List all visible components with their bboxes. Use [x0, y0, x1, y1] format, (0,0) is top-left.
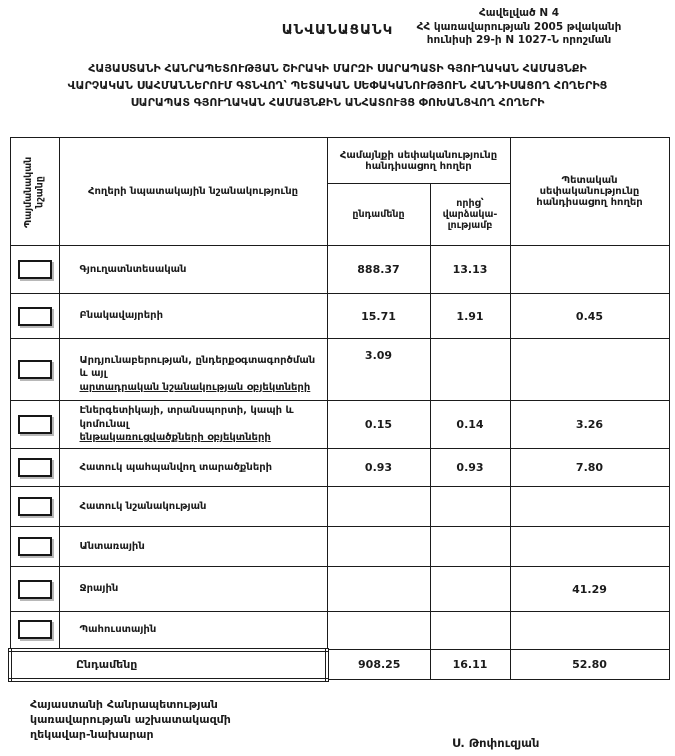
document-title: [0, 60, 675, 111]
legend-symbol: [18, 580, 52, 599]
signature-name: Ս. Թոփուզյան: [452, 736, 540, 750]
symbol-cell: [10, 527, 59, 567]
community-leased-cell: [430, 612, 510, 650]
community-total-cell: 15.71: [327, 294, 430, 339]
header-community-total-cell: ընդամենը: [327, 184, 430, 246]
symbol-cell: [10, 339, 59, 401]
table-row: [10, 527, 669, 567]
legend-symbol: [18, 458, 52, 477]
community-total-cell: [327, 567, 430, 612]
appendix-line: ՀՀ կառավարության 2005 թվականի: [416, 20, 622, 33]
title-line: ՎԱՐՉԱԿԱՆ ՍԱՀՄԱՆՆԵՐՈՒՄ ԳՏՆՎՈՂ՝ ՊԵՏԱԿԱՆ ՍԵՓԱԿԱՆՈՒԹՅՈՒՆ ՀԱՆԴԻՍԱՑՈՂ ՀՈՂԵՐԻՑ: [67, 79, 608, 93]
table-row: [10, 246, 669, 294]
community-total-cell: [327, 612, 430, 650]
community-leased-cell: 1.91: [430, 294, 510, 339]
community-leased-cell: [430, 527, 510, 567]
purpose-text: Արդյունաբերության, ընդերքօգտագործման և այլ: [79, 354, 316, 379]
community-total-cell: [327, 487, 430, 527]
community-leased-cell: 13.13: [430, 246, 510, 294]
purpose-cell: Ջրային: [59, 567, 327, 612]
doc-type-title: ԱՆՎԱՆԱՑԱՆԿ: [281, 22, 394, 38]
total-state-land-cell: 52.80: [510, 650, 669, 680]
purpose-text-underlined: ենթակառուցվածքների օբյեկտների: [79, 432, 271, 444]
footer-signatory: [30, 698, 231, 743]
appendix-line: Հավելված N 4: [478, 7, 560, 19]
legend-symbol: [18, 360, 52, 379]
purpose-cell: Գյուղատնտեսական: [59, 246, 327, 294]
state-land-cell: [510, 612, 669, 650]
symbol-cell: [10, 401, 59, 449]
state-land-cell: [510, 527, 669, 567]
community-total-cell: 888.37: [327, 246, 430, 294]
title-line: ՍԱՐԱՊԱՏ ԳՅՈՒՂԱԿԱՆ ՀԱՄԱՅՆՔԻՆ ԱՆՀԱՏՈՒՅՑ ՓՈԽԱՆՑՎՈՂ ՀՈՂԵՐԻ: [130, 96, 545, 110]
symbol-cell: [10, 246, 59, 294]
signatory-line: ղեկավար-նախարար: [30, 727, 154, 741]
appendix-block: [369, 7, 669, 48]
community-leased-cell: [430, 487, 510, 527]
purpose-cell: [59, 339, 327, 401]
state-land-cell: [510, 339, 669, 401]
header-community-leased-cell: որից՝ վարձակա-լությամբ: [430, 184, 510, 246]
purpose-cell: Պահուստային: [59, 612, 327, 650]
state-land-cell: 3.26: [510, 401, 669, 449]
symbol-cell: [10, 487, 59, 527]
purpose-cell: Անտառային: [59, 527, 327, 567]
community-leased-cell: 0.14: [430, 401, 510, 449]
legend-symbol: [18, 260, 52, 279]
total-row: [10, 650, 669, 680]
legend-symbol: [18, 537, 52, 556]
table-row: [10, 339, 669, 401]
table-row: [10, 567, 669, 612]
symbol-cell: [10, 612, 59, 650]
table-row: [10, 294, 669, 339]
community-leased-cell: [430, 567, 510, 612]
header-community-group-cell: Համայնքի սեփականությունը հանդիսացող հողեր: [327, 138, 510, 184]
purpose-cell: Բնակավայրերի: [59, 294, 327, 339]
community-total-cell: [327, 527, 430, 567]
table-row: [10, 401, 669, 449]
table-row: [10, 612, 669, 650]
land-table: [8, 137, 670, 682]
title-line: ՀԱՅԱՍՏԱՆԻ ՀԱՆՐԱՊԵՏՈՒԹՅԱՆ ՇԻՐԱԿԻ ՄԱՐԶԻ ՍԱՐԱՊԱՏԻ ԳՅՈՒՂԱԿԱՆ ՀԱՄԱՅՆՔԻ: [88, 62, 587, 75]
header-symbol-label: Պայմանական նշանը: [23, 155, 46, 228]
legend-symbol: [18, 307, 52, 326]
total-label-cell: Ընդամենը: [10, 650, 327, 680]
appendix-line: հունիսի 29-ի N 1027-Ն որոշման: [426, 34, 612, 47]
community-leased-cell: [430, 339, 510, 401]
signatory-line: Հայաստանի Հանրապետության: [30, 698, 218, 711]
purpose-text-underlined: արտադրական նշանակության օբյեկտների: [79, 381, 311, 393]
total-community-leased-cell: 16.11: [430, 650, 510, 680]
purpose-cell: Հատուկ պահպանվող տարածքների: [59, 449, 327, 487]
purpose-cell: Հատուկ նշանակության: [59, 487, 327, 527]
header-purpose-cell: Հողերի նպատակային նշանակությունը: [59, 138, 327, 246]
purpose-cell: [59, 401, 327, 449]
header-symbol-cell: [10, 138, 59, 246]
table-row: [10, 449, 669, 487]
symbol-cell: [10, 449, 59, 487]
state-land-cell: 7.80: [510, 449, 669, 487]
community-total-cell: 3.09: [327, 339, 430, 401]
symbol-cell: [10, 294, 59, 339]
purpose-text: Էներգետիկայի, տրանսպորտի, կապի և կոմունալ: [79, 405, 294, 430]
table-header-row-1: [10, 138, 669, 184]
state-land-cell: 41.29: [510, 567, 669, 612]
community-total-cell: 0.93: [327, 449, 430, 487]
header-state-cell: Պետական սեփականությունը հանդիսացող հողեր: [510, 138, 669, 246]
community-total-cell: 0.15: [327, 401, 430, 449]
symbol-cell: [10, 567, 59, 612]
state-land-cell: [510, 487, 669, 527]
total-community-total-cell: 908.25: [327, 650, 430, 680]
legend-symbol: [18, 620, 52, 639]
legend-symbol: [18, 497, 52, 516]
community-leased-cell: 0.93: [430, 449, 510, 487]
signatory-line: կառավարության աշխատակազմի: [30, 712, 231, 726]
state-land-cell: 0.45: [510, 294, 669, 339]
table-row: [10, 487, 669, 527]
state-land-cell: [510, 246, 669, 294]
legend-symbol: [18, 415, 52, 434]
